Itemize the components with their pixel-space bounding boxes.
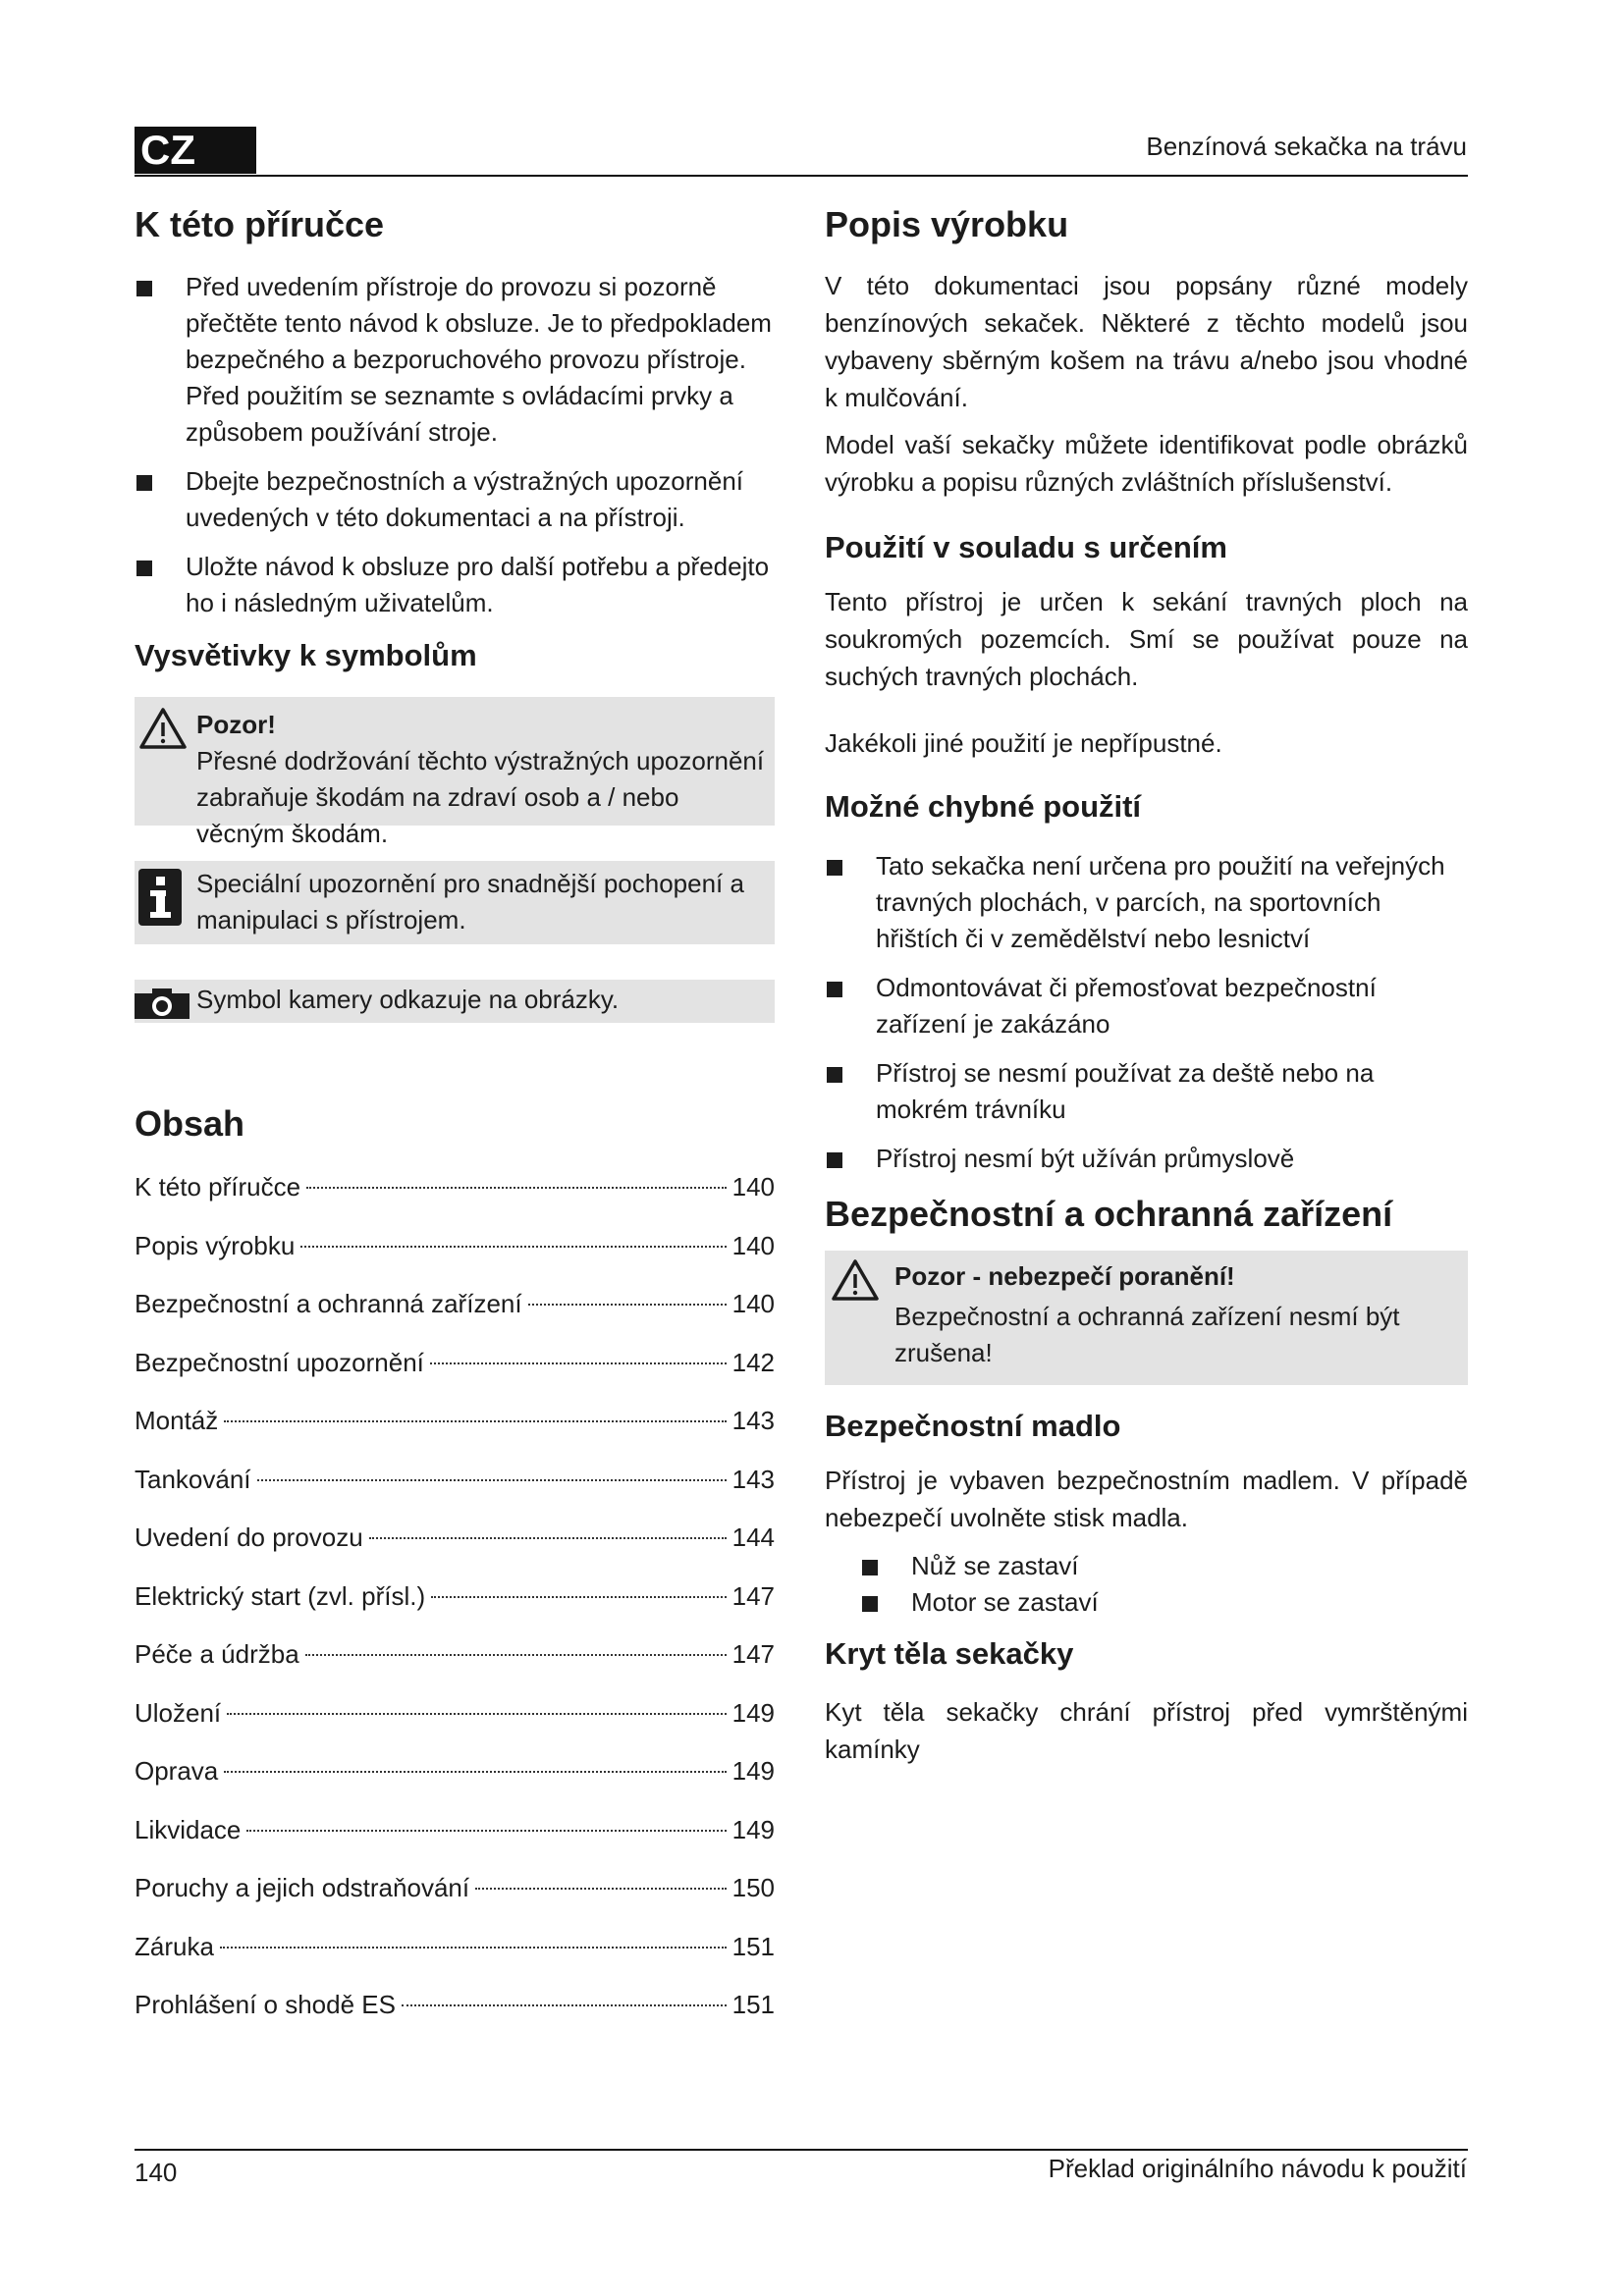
toc-label: Péče a údržba bbox=[135, 1639, 299, 1669]
toc-page-number: 147 bbox=[731, 1639, 775, 1669]
square-bullet-icon bbox=[136, 561, 152, 576]
square-bullet-icon bbox=[827, 982, 842, 997]
toc-row[interactable] bbox=[135, 1348, 775, 1407]
product-heading: Popis výrobku bbox=[825, 204, 1069, 244]
header-divider bbox=[135, 175, 1468, 177]
mower-cover-heading: Kryt těla sekačky bbox=[825, 1636, 1074, 1671]
toc-leader-dots bbox=[227, 1713, 726, 1715]
page-number: 140 bbox=[135, 2158, 178, 2187]
toc-row[interactable] bbox=[135, 1172, 775, 1231]
toc-label: Bezpečnostní upozornění bbox=[135, 1347, 424, 1377]
square-bullet-icon bbox=[862, 1596, 878, 1612]
square-bullet-icon bbox=[136, 281, 152, 296]
toc-page-number: 143 bbox=[731, 1406, 775, 1435]
toc-row[interactable] bbox=[135, 1698, 775, 1757]
safety-heading: Bezpečnostní a ochranná zařízení bbox=[825, 1194, 1393, 1234]
injury-warning-title: Pozor - nebezpečí poranění! bbox=[894, 1261, 1235, 1291]
camera-icon bbox=[135, 988, 189, 1019]
footer-note: Překlad originálního návodu k použití bbox=[1048, 2154, 1467, 2183]
toc-leader-dots bbox=[528, 1304, 727, 1306]
toc-leader-dots bbox=[246, 1830, 726, 1832]
toc-page-number: 150 bbox=[731, 1873, 775, 1902]
safety-handle-paragraph: Přístroj je vybaven bezpečnostním madlem. V případě nebezpečí uvolněte stisk madla. bbox=[825, 1466, 1468, 1532]
square-bullet-icon bbox=[827, 860, 842, 876]
intended-use-heading: Použití v souladu s určením bbox=[825, 530, 1227, 564]
toc-label: Prohlášení o shodě ES bbox=[135, 1990, 396, 2019]
toc-leader-dots bbox=[430, 1362, 727, 1364]
safety-handle-list bbox=[825, 1548, 1468, 1621]
toc-label: Oprava bbox=[135, 1756, 219, 1786]
toc-page-number: 144 bbox=[731, 1522, 775, 1552]
intended-use-paragraph-1: Tento přístroj je určen k sekání travných ploch na soukromých pozemcích. Smí se používat pouze na suchých travných plochách. bbox=[825, 587, 1468, 691]
toc-page-number: 149 bbox=[731, 1756, 775, 1786]
list-item: Odmontovávat či přemosťovat bezpečnostní zařízení je zakázáno bbox=[825, 970, 1468, 1042]
warning-note bbox=[135, 697, 775, 848]
safety-handle-heading: Bezpečnostní madlo bbox=[825, 1409, 1121, 1443]
toc-label: Elektrický start (zvl. přísl.) bbox=[135, 1580, 426, 1611]
toc-label: Popis výrobku bbox=[135, 1230, 296, 1260]
product-paragraph-2: Model vaší sekačky můžete identifikovat podle obrázků výrobku a popisu různých zvláštních příslušenství. bbox=[825, 430, 1468, 497]
about-heading: K této příručce bbox=[135, 204, 385, 244]
mower-cover-paragraph: Kyt těla sekačky chrání přístroj před vymrštěnými kamínky bbox=[825, 1697, 1468, 1764]
toc-leader-dots bbox=[224, 1771, 726, 1773]
intended-use-paragraph-2: Jakékoli jiné použití je nepřípustné. bbox=[825, 728, 1222, 758]
symbols-heading: Vysvětivky k symbolům bbox=[135, 638, 477, 672]
footer-divider bbox=[135, 2149, 1468, 2151]
toc-label: Uvedení do provozu bbox=[135, 1522, 363, 1552]
toc-row[interactable] bbox=[135, 1231, 775, 1290]
toc-leader-dots bbox=[402, 2004, 727, 2006]
toc-row[interactable] bbox=[135, 1756, 775, 1815]
toc-row[interactable] bbox=[135, 1581, 775, 1640]
list-item: Nůž se zastaví bbox=[860, 1548, 1468, 1584]
warning-triangle-icon bbox=[138, 707, 188, 750]
warning-triangle-icon bbox=[831, 1258, 880, 1302]
toc-label: K této příručce bbox=[135, 1172, 301, 1201]
toc-leader-dots bbox=[224, 1420, 726, 1422]
injury-warning-note bbox=[825, 1251, 1468, 1385]
info-icon bbox=[138, 869, 182, 926]
camera-note bbox=[135, 980, 775, 1023]
toc-row[interactable] bbox=[135, 1465, 775, 1523]
toc-row[interactable] bbox=[135, 1990, 775, 2049]
square-bullet-icon bbox=[827, 1152, 842, 1168]
toc-label: Záruka bbox=[135, 1931, 214, 1961]
toc-page-number: 147 bbox=[731, 1580, 775, 1611]
warning-title: Pozor! bbox=[196, 710, 276, 739]
injury-warning-text: Bezpečnostní a ochranná zařízení nesmí být zrušena! bbox=[894, 1302, 1400, 1367]
misuse-list bbox=[825, 848, 1468, 1177]
toc-label: Likvidace bbox=[135, 1814, 242, 1844]
toc-page-number: 149 bbox=[731, 1697, 775, 1728]
about-list bbox=[135, 269, 775, 621]
toc-leader-dots bbox=[369, 1537, 727, 1539]
misuse-heading: Možné chybné použití bbox=[825, 789, 1142, 824]
toc-row[interactable] bbox=[135, 1639, 775, 1698]
list-item: Tato sekačka není určena pro použití na veřejných travných plochách, v parcích, na sportovních hřištích či v zemědělství nebo lesnictví bbox=[825, 848, 1468, 957]
list-item: Přístroj se nesmí používat za deště nebo na mokrém trávníku bbox=[825, 1055, 1468, 1128]
table-of-contents bbox=[135, 1172, 775, 2049]
toc-label: Uložení bbox=[135, 1697, 222, 1728]
square-bullet-icon bbox=[827, 1067, 842, 1083]
toc-page-number: 140 bbox=[731, 1289, 775, 1318]
list-item: Motor se zastaví bbox=[860, 1584, 1468, 1621]
toc-leader-dots bbox=[431, 1596, 726, 1598]
square-bullet-icon bbox=[862, 1560, 878, 1575]
toc-heading: Obsah bbox=[135, 1103, 245, 1144]
right-column bbox=[825, 200, 1468, 1768]
product-paragraph-1: V této dokumentaci jsou popsány různé modely benzínových sekaček. Některé z těchto modelů jsou vybaveny sběrným košem na trávu a/nebo jsou vhodné k mulčování. bbox=[825, 271, 1468, 412]
toc-page-number: 140 bbox=[731, 1172, 775, 1201]
toc-row[interactable] bbox=[135, 1815, 775, 1874]
toc-leader-dots bbox=[257, 1479, 727, 1481]
toc-row[interactable] bbox=[135, 1522, 775, 1581]
toc-label: Tankování bbox=[135, 1464, 251, 1494]
toc-row[interactable] bbox=[135, 1932, 775, 1991]
toc-row[interactable] bbox=[135, 1289, 775, 1348]
document-title: Benzínová sekačka na trávu bbox=[1146, 132, 1467, 161]
list-item: Před uvedením přístroje do provozu si pozorně přečtěte tento návod k obsluze. Je to předpokladem bezpečného a bezporuchového provozu přístroje. Před použitím se seznamte s ovládacími prvky a způsobem používání stroje. bbox=[135, 269, 775, 451]
toc-leader-dots bbox=[300, 1246, 726, 1248]
toc-page-number: 140 bbox=[731, 1230, 775, 1260]
toc-label: Poruchy a jejich odstraňování bbox=[135, 1873, 470, 1902]
warning-text: Přesné dodržování těchto výstražných upozornění zabraňuje škodám na zdraví osob a / nebo věcným škodám. bbox=[196, 746, 765, 848]
camera-text: Symbol kamery odkazuje na obrázky. bbox=[196, 985, 620, 1014]
left-column bbox=[135, 200, 775, 2049]
toc-label: Montáž bbox=[135, 1406, 219, 1435]
toc-row[interactable] bbox=[135, 1873, 775, 1932]
toc-row[interactable] bbox=[135, 1406, 775, 1465]
toc-label: Bezpečnostní a ochranná zařízení bbox=[135, 1289, 522, 1318]
list-item: Přístroj nesmí být užíván průmyslově bbox=[825, 1141, 1468, 1177]
square-bullet-icon bbox=[136, 475, 152, 491]
info-note bbox=[135, 861, 775, 944]
toc-page-number: 149 bbox=[731, 1814, 775, 1844]
toc-page-number: 151 bbox=[731, 1931, 775, 1961]
toc-page-number: 143 bbox=[731, 1464, 775, 1494]
list-item: Uložte návod k obsluze pro další potřebu a předejto ho i následným uživatelům. bbox=[135, 549, 775, 621]
toc-leader-dots bbox=[475, 1888, 727, 1890]
language-badge: CZ bbox=[135, 127, 256, 174]
toc-page-number: 151 bbox=[731, 1990, 775, 2019]
list-item: Dbejte bezpečnostních a výstražných upozornění uvedených v této dokumentaci a na přístroji. bbox=[135, 463, 775, 536]
info-text: Speciální upozornění pro snadnější pochopení a manipulaci s přístrojem. bbox=[196, 869, 744, 934]
toc-leader-dots bbox=[306, 1187, 727, 1189]
toc-leader-dots bbox=[220, 1947, 727, 1949]
toc-leader-dots bbox=[305, 1654, 727, 1656]
toc-page-number: 142 bbox=[731, 1347, 775, 1377]
